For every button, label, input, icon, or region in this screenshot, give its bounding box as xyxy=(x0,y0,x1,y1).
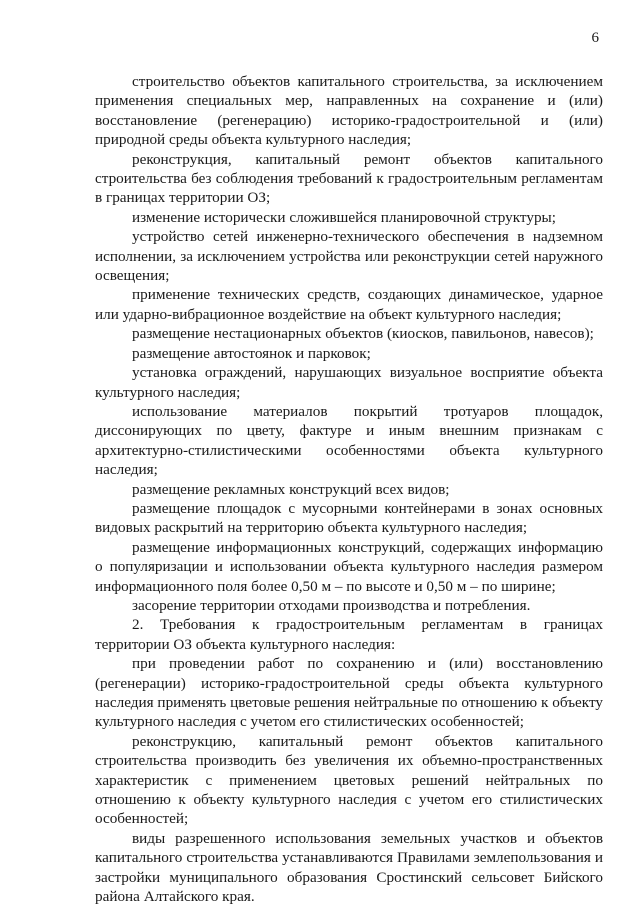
paragraph-section-2-heading: 2. Требования к градостроительным регламентам в границах территории ОЗ объекта культурного наследия: xyxy=(95,616,603,653)
paragraph-fences: установка ограждений, нарушающих визуальное восприятие объекта культурного наследия; xyxy=(95,364,603,401)
paragraph-littering: засорение территории отходами производства и потребления. xyxy=(132,596,531,614)
paragraph-volume-characteristics: реконструкцию, капитальный ремонт объектов капитального строительства производить без увеличения их объемно-пространственных характеристик с применением цветовых решений нейтральных по отношению к объекту культурного наследия с учетом его стилистических особенностей; xyxy=(95,732,603,828)
paragraph-engineering-networks: устройство сетей инженерно-технического обеспечения в надземном исполнении, за исключением устройства или реконструкции сетей наружного освещения; xyxy=(95,228,603,285)
paragraph-reconstruction: реконструкция, капитальный ремонт объектов капитального строительства без соблюдения требований к градостроительным регламентам в границах территории ОЗ; xyxy=(95,150,603,207)
paragraph-color-solutions: при проведении работ по сохранению и (или) восстановлению (регенерации) историко-градостроительной среды объекта культурного наследия применять цветовые решения нейтральные по отношению к объекту культурного наследия с учетом его стилистических особенностей; xyxy=(95,655,603,731)
paragraph-planning-structure: изменение исторически сложившейся планировочной структуры; xyxy=(132,208,556,226)
page-number: 6 xyxy=(591,30,599,46)
paragraph-advertising: размещение рекламных конструкций всех видов; xyxy=(132,480,450,498)
paragraph-pavement-materials: использование материалов покрытий тротуаров площадок, диссонирующих по цвету, фактуре и иным внешним признакам с архитектурно-стилистическими особенностями объекта культурного наследия; xyxy=(95,402,603,479)
paragraph-permitted-use: виды разрешенного использования земельных участков и объектов капитального строительства устанавливаются Правилами землепользования и застройки муниципального образования Сростинский сельсовет Бийского района Алтайского края. xyxy=(95,829,603,906)
paragraph-technical-means: применение технических средств, создающих динамическое, ударное или ударно-вибрационное воздействие на объект культурного наследия; xyxy=(95,286,603,323)
paragraph-information-structures: размещение информационных конструкций, содержащих информацию о популяризации и использовании объекта культурного наследия размером информационного поля более 0,50 м – по высоте и 0,50 м – по ширине; xyxy=(95,538,603,595)
paragraph-non-stationary-objects: размещение нестационарных объектов (киосков, павильонов, навесов); xyxy=(132,325,594,343)
document-body xyxy=(95,72,603,906)
paragraph-waste-containers: размещение площадок с мусорными контейнерами в зонах основных видовых раскрытий на территорию объекта культурного наследия; xyxy=(95,499,603,537)
paragraph-parking: размещение автостоянок и парковок; xyxy=(132,344,371,362)
paragraph-capital-construction: строительство объектов капитального строительства, за исключением применения специальных мер, направленных на сохранение и (или) восстановление (регенерацию) историко-градостроительной и (или) природной среды объекта культурного наследия; xyxy=(95,73,603,149)
